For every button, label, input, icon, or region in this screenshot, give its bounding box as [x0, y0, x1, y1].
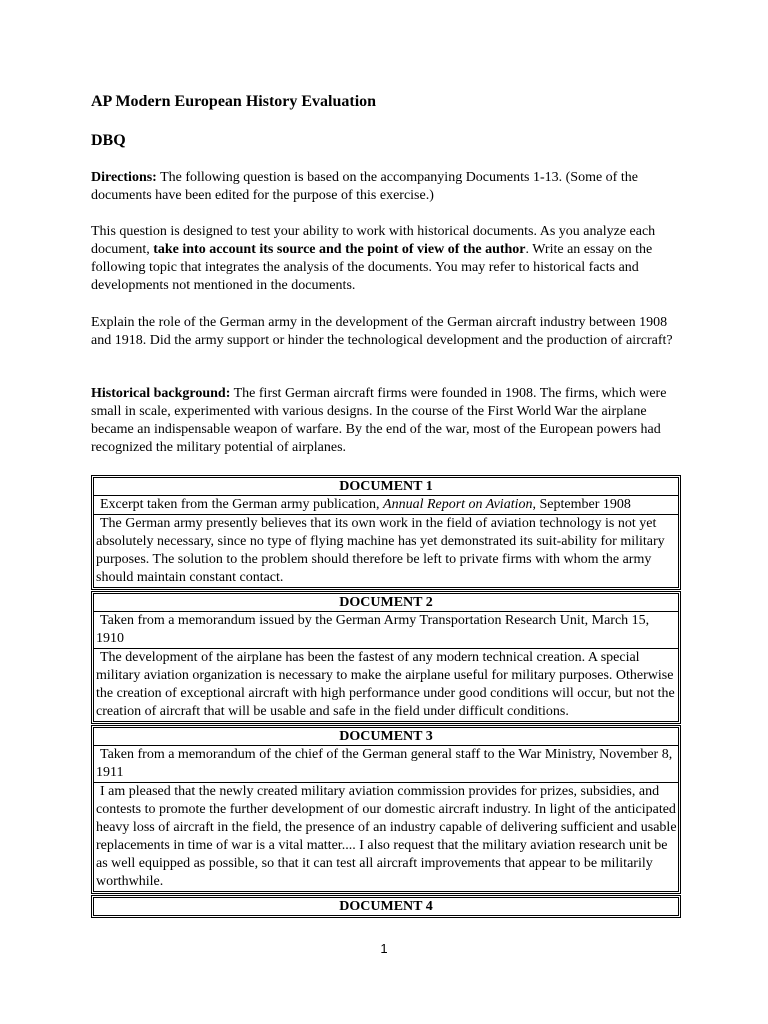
directions-text: The following question is based on the accompanying Documents 1-13. (Some of the documents have been edited for the purpose of this exercise.) [91, 170, 638, 203]
directions-label: Directions: [91, 170, 157, 185]
essay-question: Explain the role of the German army in the development of the German aircraft industry between 1908 and 1918. Did the army support or hinder the technological development and the production of aircraft? [91, 315, 673, 348]
document-source-title: Annual Report on Aviation [383, 497, 533, 512]
document-source-text: Excerpt taken from the German army publication, [100, 497, 384, 512]
document-source-text: Taken from a memorandum of the chief of the German general staff to the War Ministry, November 8, 1911 [96, 747, 673, 780]
documents-table [91, 475, 681, 919]
document-header: DOCUMENT 1 [339, 479, 433, 494]
document-3 [91, 725, 681, 894]
instructions-text-after: . Write an essay on the following topic that integrates the analysis of the documents. You may refer to historical facts and developments not mentioned in the documents. [91, 242, 653, 293]
instructions-paragraph [91, 223, 681, 295]
page-title: AP Modern European History Evaluation [91, 93, 377, 110]
document-body [94, 782, 678, 891]
document-header: DOCUMENT 4 [339, 899, 433, 914]
document-source-text: Taken from a memorandum issued by the German Army Transportation Research Unit, March 15, 1910 [96, 613, 650, 646]
document-body [94, 514, 678, 587]
document-1 [91, 475, 681, 590]
background-text: The first German aircraft firms were founded in 1908. The firms, which were small in scale, experimented with various designs. In the course of the First World War the airplane became an indispensable weapon of warfare. By the end of the war, most of the European powers had recognized the military potential of airplanes. [91, 386, 667, 455]
document-4 [91, 895, 681, 918]
background-paragraph [91, 385, 681, 457]
document-body-text: The development of the airplane has been the fastest of any modern technical creation. A special military aviation organization is necessary to make the airplane useful for military purposes. Otherwise the creation of exceptional aircraft with high performance under good conditions will occur, but not the creation of aircraft that will be usable and safe in the field under difficult conditions. [96, 650, 675, 719]
document-2 [91, 591, 681, 724]
page-number: 1 [380, 941, 388, 956]
document-body-text: The German army presently believes that its own work in the field of aviation technology is not yet absolutely necessary, since no type of flying machine has yet demonstrated its suit-ability for military purposes. The solution to the problem should therefore be left to private firms with whom the army should maintain constant contact. [96, 516, 665, 585]
document-source [94, 495, 678, 514]
document-source-date: , September 1908 [532, 497, 631, 512]
instructions-text-before: This question is designed to test your ability to work with historical documents. As you analyze each document, [91, 224, 656, 257]
document-source [94, 611, 678, 648]
document-body-text: I am pleased that the newly created military aviation commission provides for prizes, subsidies, and contests to promote the further development of our domestic aircraft industry. In light of the anticipated heavy loss of aircraft in the field, the presence of an industry capable of delivering sufficient and usable replacements in time of war is a vital matter.... I also request that the military aviation research unit be as well equipped as possible, so that it can test all aircraft improvements that appear to be militarily worthwhile. [96, 784, 677, 889]
directions-paragraph [91, 169, 681, 205]
document-source [94, 745, 678, 782]
document-header: DOCUMENT 2 [339, 595, 433, 610]
document-body [94, 648, 678, 721]
background-label: Historical background: [91, 386, 231, 401]
page-subtitle: DBQ [91, 132, 126, 149]
instructions-emphasis: take into account its source and the point of view of the author [153, 242, 526, 257]
document-header: DOCUMENT 3 [339, 729, 433, 744]
